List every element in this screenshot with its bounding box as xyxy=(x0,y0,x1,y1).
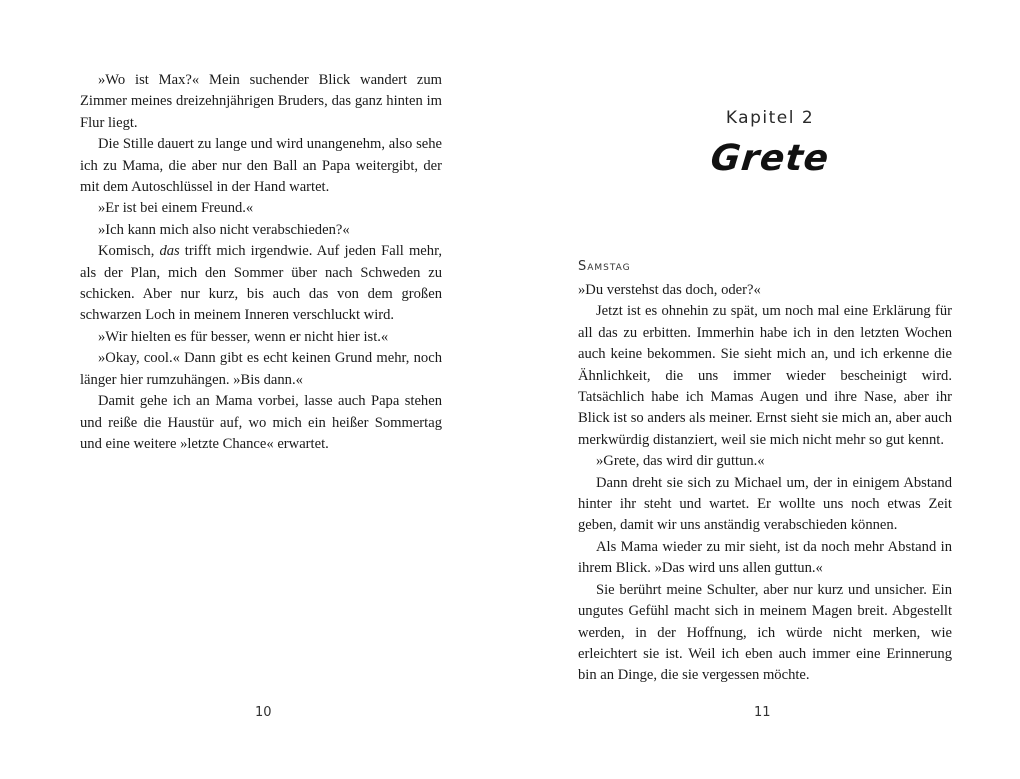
chapter-label: Kapitel 2 xyxy=(725,108,815,128)
page-number-left: 10 xyxy=(255,705,272,720)
paragraph: Jetzt ist es ohnehin zu spät, um noch mal eine Erklärung für all das zu erbitten. Immerhin habe ich in den letzten Wochen auch keine bekommen. Sie sieht mich an, und ich erkenne die Ähnlichkeit, die uns immer wieder bescheinigt wird. Tatsächlich habe ich Mamas Augen und ihre Nase, aber ihr Blick ist so anders als meiner. Ernst sieht sie mich an, aber auch merkwürdig distanziert, weil sie mich nicht mehr so gut kennt. xyxy=(578,303,952,448)
paragraph: »Er ist bei einem Freund.« xyxy=(98,200,254,217)
paragraph: Sie berührt meine Schulter, aber nur kurz und unsicher. Ein ungutes Gefühl macht sich in meinem Magen breit. Abgestellt werden, in der Hoffnung, ich würde nicht merken, wie erleichtert sie ist. Weil ich eben auch immer eine Erinnerung bin an Dinge, die sie vergessen möchte. xyxy=(578,581,952,684)
paragraph: Die Stille dauert zu lange und wird unangenehm, also sehe ich zu Mama, die aber nur den Ball an Papa weitergibt, der mit dem Autoschlüssel in der Hand wartet. xyxy=(80,136,442,196)
paragraph: »Wo ist Max?« Mein suchender Blick wandert zum Zimmer meines dreizehnjährigen Bruders, das ganz hinten im Flur liegt. xyxy=(80,72,442,131)
left-page-text xyxy=(80,70,442,455)
paragraph: »Du verstehst das doch, oder?« xyxy=(578,282,761,298)
paragraph: Als Mama wieder zu mir sieht, ist da noch mehr Abstand in ihrem Blick. »Das wird uns allen guttun.« xyxy=(578,538,952,577)
right-page xyxy=(510,0,1020,779)
paragraph: »Wir hielten es für besser, wenn er nicht hier ist.« xyxy=(98,328,389,345)
chapter-title: Grete xyxy=(708,138,832,179)
paragraph: »Ich kann mich also nicht verabschieden?« xyxy=(98,221,350,238)
section-heading: Samstag xyxy=(578,259,631,274)
paragraph: Damit gehe ich an Mama vorbei, lasse auch Papa stehen und reiße die Haustür auf, wo mich ein heißer Sommertag und eine weitere »letzte Chance« erwartet. xyxy=(80,393,442,452)
paragraph: »Okay, cool.« Dann gibt es echt keinen Grund mehr, noch länger hier rumzuhängen. »Bis dann.« xyxy=(80,350,442,388)
paragraph-with-emphasis: Komisch, das trifft mich irgendwie. Auf jeden Fall mehr, als der Plan, mich den Sommer über nach Schweden zu schicken. Aber nur kurz, bis auch das von dem großen schwarzen Loch in meinem Inneren verschluckt wird. xyxy=(80,243,442,324)
paragraph: Dann dreht sie sich zu Michael um, der in einigem Abstand hinter ihr steht und wartet. Er wollte uns noch etwas Zeit geben, damit wir uns anständig verabschieden können. xyxy=(578,474,952,534)
paragraph: »Grete, das wird dir guttun.« xyxy=(596,453,765,470)
right-page-text xyxy=(578,280,952,687)
page-number-right: 11 xyxy=(754,705,771,720)
